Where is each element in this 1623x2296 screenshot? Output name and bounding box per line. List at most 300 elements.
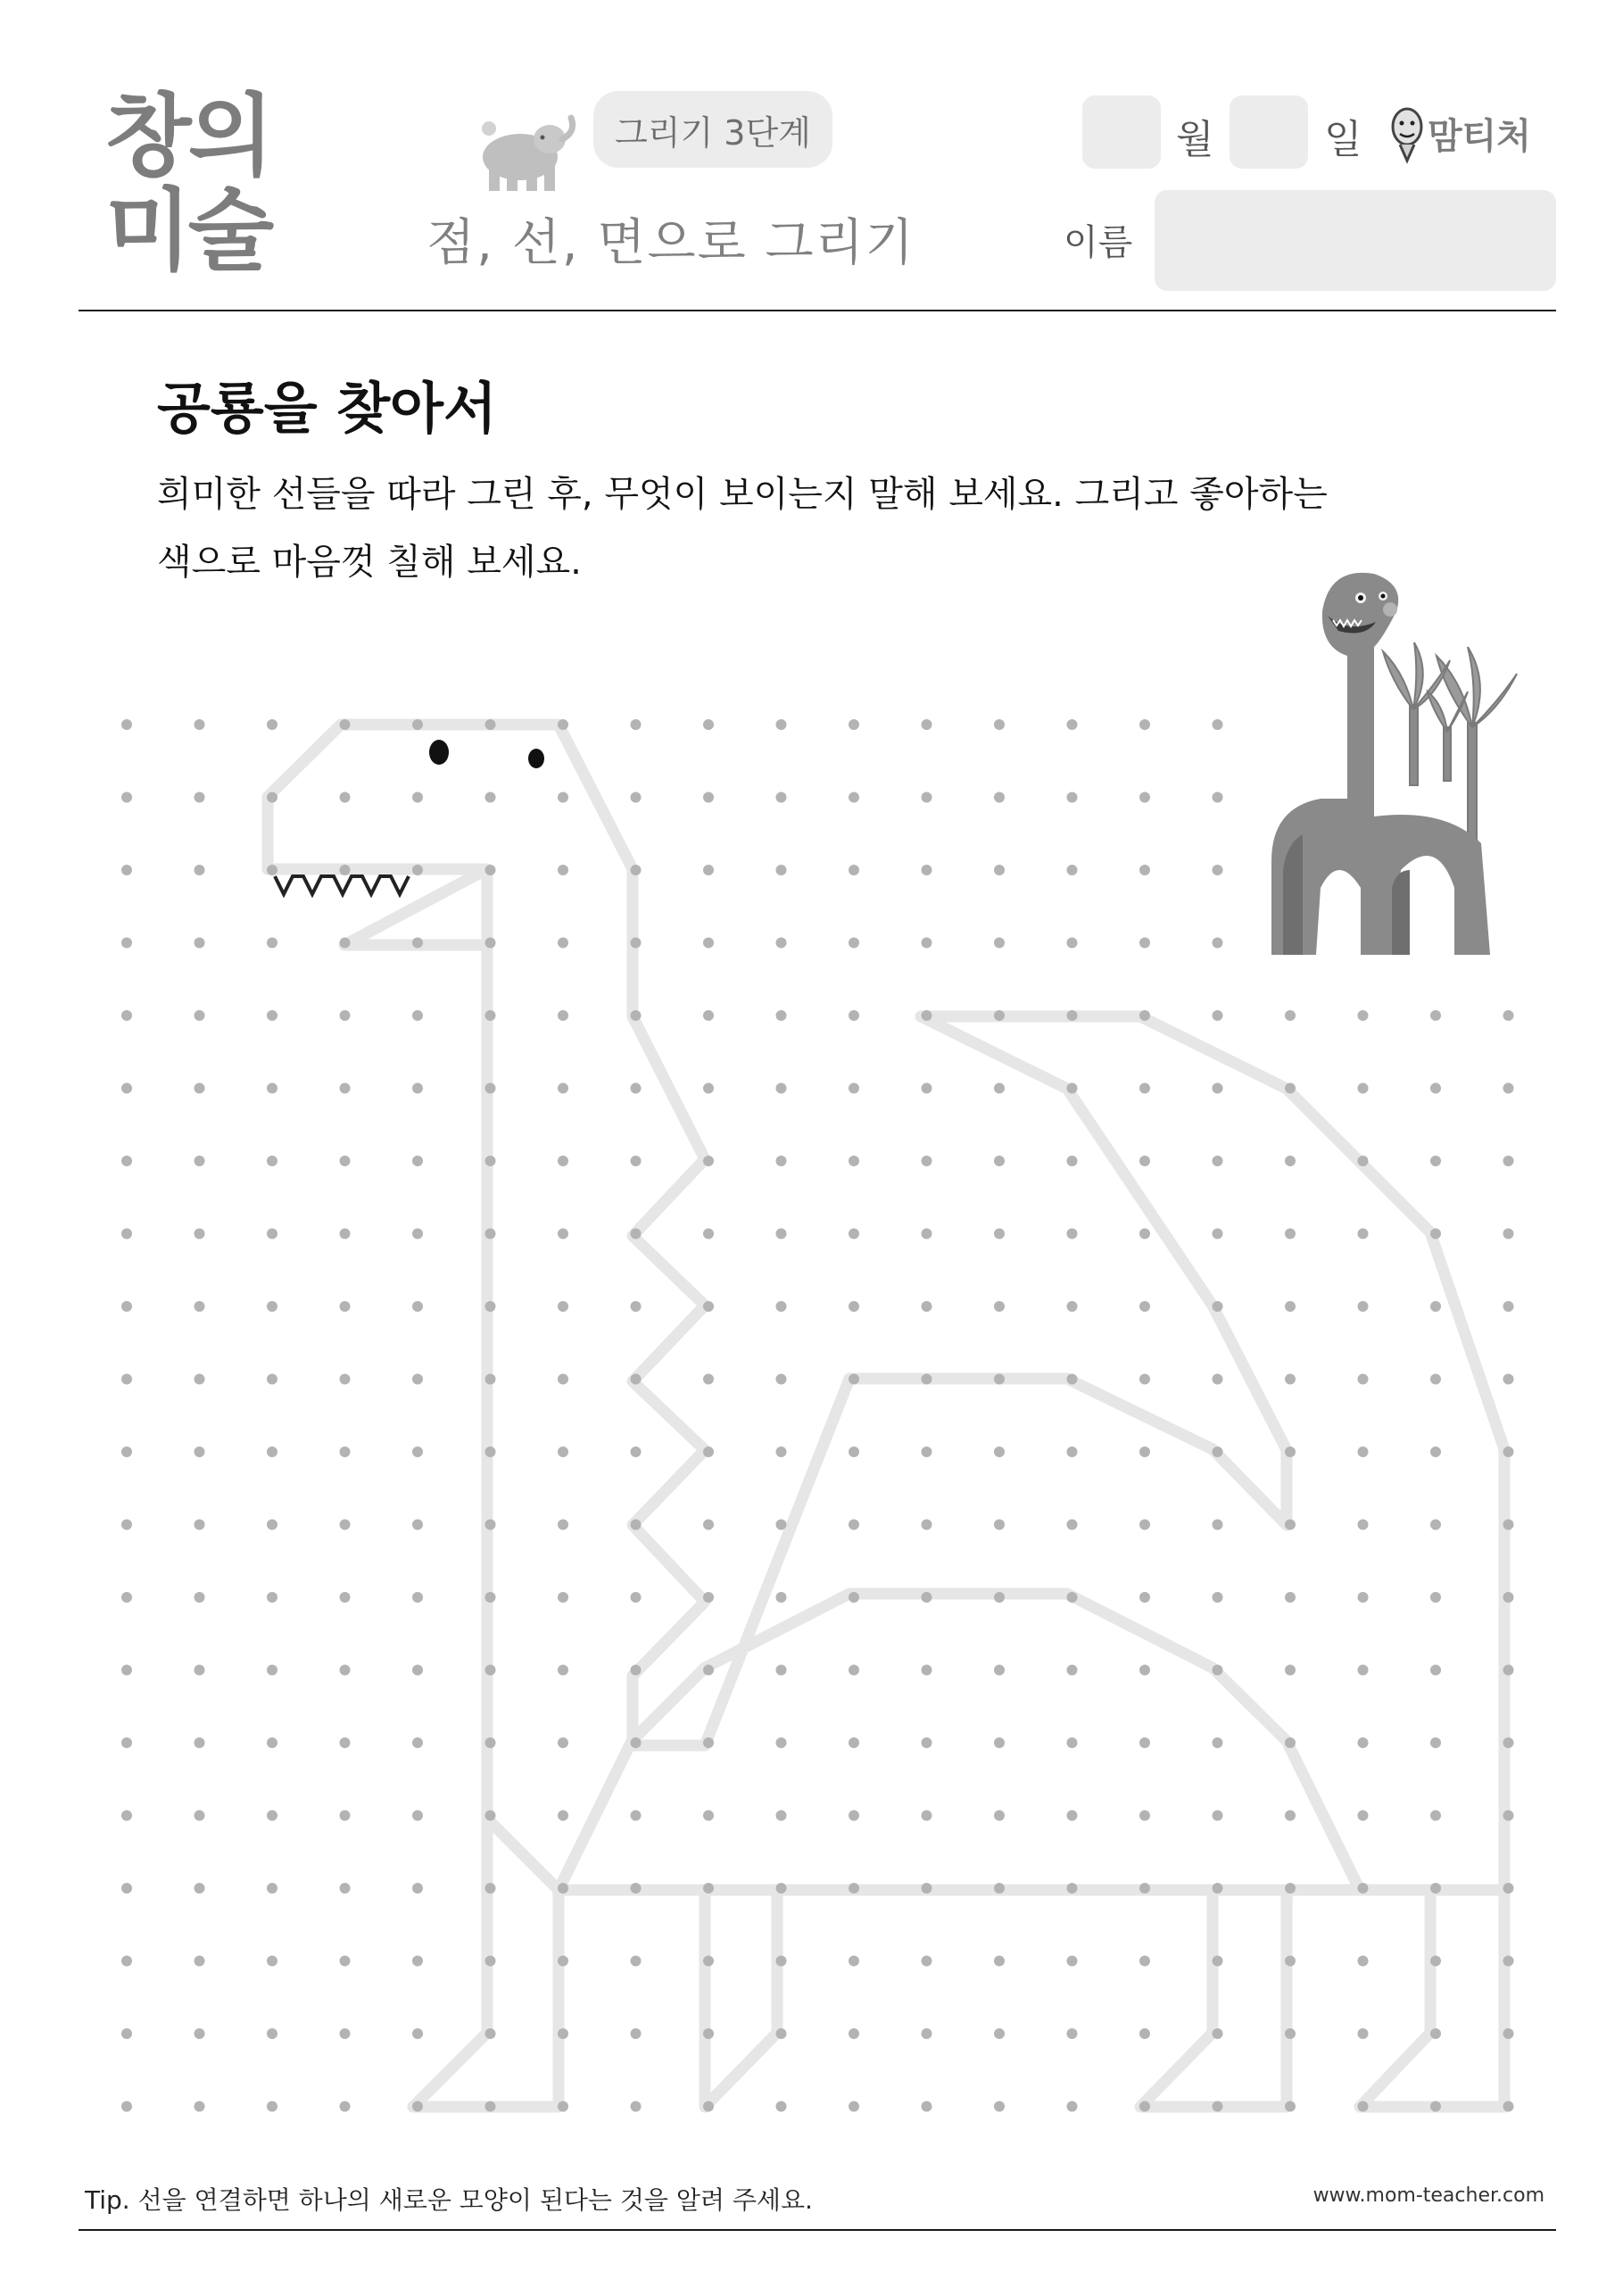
grid-dot[interactable]	[485, 1665, 496, 1676]
grid-dot[interactable]	[1213, 1811, 1223, 1821]
grid-dot[interactable]	[121, 1374, 132, 1385]
grid-dot[interactable]	[412, 2101, 423, 2112]
grid-dot[interactable]	[776, 1010, 787, 1021]
grid-dot[interactable]	[1139, 1665, 1150, 1676]
grid-dot[interactable]	[1067, 719, 1078, 730]
grid-dot[interactable]	[849, 1010, 859, 1021]
grid-dot[interactable]	[1067, 1883, 1078, 1894]
grid-dot[interactable]	[631, 1883, 642, 1894]
grid-dot[interactable]	[1503, 1446, 1514, 1457]
grid-dot[interactable]	[994, 1446, 1005, 1457]
grid-dot[interactable]	[485, 1374, 496, 1385]
grid-dot[interactable]	[994, 2101, 1005, 2112]
grid-dot[interactable]	[1067, 1374, 1078, 1385]
grid-dot[interactable]	[195, 2028, 205, 2039]
grid-dot[interactable]	[340, 1520, 351, 1530]
grid-dot[interactable]	[1430, 1665, 1441, 1676]
grid-dot[interactable]	[195, 1592, 205, 1603]
grid-dot[interactable]	[1067, 792, 1078, 803]
grid-dot[interactable]	[195, 719, 205, 730]
grid-dot[interactable]	[1213, 792, 1223, 803]
grid-dot[interactable]	[1139, 1446, 1150, 1457]
grid-dot[interactable]	[267, 1010, 277, 1021]
grid-dot[interactable]	[121, 792, 132, 803]
grid-dot[interactable]	[1358, 1229, 1369, 1239]
grid-dot[interactable]	[994, 719, 1005, 730]
grid-dot[interactable]	[776, 1446, 787, 1457]
grid-dot[interactable]	[776, 1665, 787, 1676]
grid-dot[interactable]	[1213, 938, 1223, 949]
grid-dot[interactable]	[485, 1520, 496, 1530]
grid-dot[interactable]	[1503, 1229, 1514, 1239]
grid-dot[interactable]	[776, 1811, 787, 1821]
grid-dot[interactable]	[195, 938, 205, 949]
grid-dot[interactable]	[776, 938, 787, 949]
grid-dot[interactable]	[485, 1446, 496, 1457]
grid-dot[interactable]	[1430, 2101, 1441, 2112]
grid-dot[interactable]	[922, 1229, 932, 1239]
grid-dot[interactable]	[1139, 1301, 1150, 1312]
grid-dot[interactable]	[267, 1956, 277, 1967]
grid-dot[interactable]	[1285, 1592, 1296, 1603]
footer-website[interactable]: www.mom-teacher.com	[1312, 2184, 1544, 2207]
grid-dot[interactable]	[776, 1156, 787, 1166]
grid-dot[interactable]	[849, 1520, 859, 1530]
grid-dot[interactable]	[1430, 1010, 1441, 1021]
grid-dot[interactable]	[267, 1737, 277, 1748]
grid-dot[interactable]	[1430, 1520, 1441, 1530]
grid-dot[interactable]	[485, 1956, 496, 1967]
grid-dot[interactable]	[631, 1374, 642, 1385]
grid-dot[interactable]	[412, 1374, 423, 1385]
grid-dot[interactable]	[412, 1883, 423, 1894]
grid-dot[interactable]	[1285, 1956, 1296, 1967]
grid-dot[interactable]	[1139, 1229, 1150, 1239]
grid-dot[interactable]	[121, 1156, 132, 1166]
grid-dot[interactable]	[631, 1301, 642, 1312]
grid-dot[interactable]	[1213, 1374, 1223, 1385]
grid-dot[interactable]	[485, 1156, 496, 1166]
grid-dot[interactable]	[340, 792, 351, 803]
grid-dot[interactable]	[121, 1883, 132, 1894]
grid-dot[interactable]	[1139, 2028, 1150, 2039]
grid-dot[interactable]	[776, 792, 787, 803]
grid-dot[interactable]	[1139, 1737, 1150, 1748]
grid-dot[interactable]	[267, 1446, 277, 1457]
grid-dot[interactable]	[558, 792, 568, 803]
grid-dot[interactable]	[485, 1083, 496, 1094]
grid-dot[interactable]	[558, 1446, 568, 1457]
grid-dot[interactable]	[340, 1229, 351, 1239]
grid-dot[interactable]	[703, 1229, 714, 1239]
grid-dot[interactable]	[267, 1665, 277, 1676]
grid-dot[interactable]	[1430, 1592, 1441, 1603]
grid-dot[interactable]	[776, 1592, 787, 1603]
grid-dot[interactable]	[1067, 1592, 1078, 1603]
grid-dot[interactable]	[922, 1811, 932, 1821]
grid-dot[interactable]	[1358, 1083, 1369, 1094]
grid-dot[interactable]	[195, 1301, 205, 1312]
grid-dot[interactable]	[195, 1229, 205, 1239]
grid-dot[interactable]	[1358, 1811, 1369, 1821]
grid-dot[interactable]	[1430, 1156, 1441, 1166]
grid-dot[interactable]	[776, 1083, 787, 1094]
grid-dot[interactable]	[485, 792, 496, 803]
grid-dot[interactable]	[1213, 865, 1223, 875]
grid-dot[interactable]	[1285, 1374, 1296, 1385]
grid-dot[interactable]	[340, 1737, 351, 1748]
grid-dot[interactable]	[994, 1520, 1005, 1530]
grid-dot[interactable]	[195, 1665, 205, 1676]
grid-dot[interactable]	[1139, 1010, 1150, 1021]
grid-dot[interactable]	[1213, 1737, 1223, 1748]
grid-dot[interactable]	[340, 2028, 351, 2039]
grid-dot[interactable]	[703, 1592, 714, 1603]
grid-dot[interactable]	[1430, 1811, 1441, 1821]
grid-dot[interactable]	[994, 938, 1005, 949]
grid-dot[interactable]	[849, 2101, 859, 2112]
grid-dot[interactable]	[849, 1737, 859, 1748]
grid-dot[interactable]	[1358, 1520, 1369, 1530]
grid-dot[interactable]	[412, 865, 423, 875]
grid-dot[interactable]	[1503, 1811, 1514, 1821]
grid-dot[interactable]	[485, 1737, 496, 1748]
grid-dot[interactable]	[1430, 1083, 1441, 1094]
grid-dot[interactable]	[340, 1665, 351, 1676]
grid-dot[interactable]	[703, 2028, 714, 2039]
grid-dot[interactable]	[121, 1083, 132, 1094]
grid-dot[interactable]	[267, 938, 277, 949]
grid-dot[interactable]	[776, 1520, 787, 1530]
grid-dot[interactable]	[485, 1592, 496, 1603]
grid-dot[interactable]	[994, 2028, 1005, 2039]
grid-dot[interactable]	[1067, 1520, 1078, 1530]
grid-dot[interactable]	[776, 1737, 787, 1748]
grid-dot[interactable]	[922, 938, 932, 949]
grid-dot[interactable]	[703, 1811, 714, 1821]
grid-dot[interactable]	[558, 938, 568, 949]
grid-dot[interactable]	[1067, 1737, 1078, 1748]
grid-dot[interactable]	[340, 1883, 351, 1894]
grid-dot[interactable]	[1358, 1592, 1369, 1603]
grid-dot[interactable]	[849, 1883, 859, 1894]
grid-dot[interactable]	[776, 1883, 787, 1894]
grid-dot[interactable]	[340, 1446, 351, 1457]
grid-dot[interactable]	[340, 2101, 351, 2112]
grid-dot[interactable]	[1358, 1883, 1369, 1894]
grid-dot[interactable]	[1213, 1083, 1223, 1094]
grid-dot[interactable]	[412, 2028, 423, 2039]
grid-dot[interactable]	[703, 865, 714, 875]
grid-dot[interactable]	[1503, 2101, 1514, 2112]
grid-dot[interactable]	[1067, 1665, 1078, 1676]
grid-dot[interactable]	[558, 1665, 568, 1676]
grid-dot[interactable]	[703, 1665, 714, 1676]
grid-dot[interactable]	[922, 1883, 932, 1894]
grid-dot[interactable]	[994, 865, 1005, 875]
grid-dot[interactable]	[1503, 1010, 1514, 1021]
grid-dot[interactable]	[195, 1374, 205, 1385]
grid-dot[interactable]	[558, 1301, 568, 1312]
grid-dot[interactable]	[267, 1592, 277, 1603]
grid-dot[interactable]	[485, 1301, 496, 1312]
grid-dot[interactable]	[631, 1010, 642, 1021]
grid-dot[interactable]	[1430, 1446, 1441, 1457]
grid-dot[interactable]	[849, 1156, 859, 1166]
grid-dot[interactable]	[1139, 938, 1150, 949]
grid-dot[interactable]	[1067, 1956, 1078, 1967]
grid-dot[interactable]	[994, 1229, 1005, 1239]
grid-dot[interactable]	[121, 1737, 132, 1748]
grid-dot[interactable]	[1503, 1520, 1514, 1530]
grid-dot[interactable]	[558, 1156, 568, 1166]
grid-dot[interactable]	[994, 1083, 1005, 1094]
grid-dot[interactable]	[922, 719, 932, 730]
grid-dot[interactable]	[1503, 1592, 1514, 1603]
grid-dot[interactable]	[267, 1374, 277, 1385]
grid-dot[interactable]	[1503, 1301, 1514, 1312]
grid-dot[interactable]	[1213, 1301, 1223, 1312]
grid-dot[interactable]	[922, 1083, 932, 1094]
grid-dot[interactable]	[1358, 1956, 1369, 1967]
grid-dot[interactable]	[1213, 1956, 1223, 1967]
grid-dot[interactable]	[1213, 1883, 1223, 1894]
grid-dot[interactable]	[412, 1156, 423, 1166]
grid-dot[interactable]	[1285, 2028, 1296, 2039]
grid-dot[interactable]	[1139, 2101, 1150, 2112]
grid-dot[interactable]	[849, 1446, 859, 1457]
grid-dot[interactable]	[994, 1374, 1005, 1385]
grid-dot[interactable]	[195, 865, 205, 875]
grid-dot[interactable]	[340, 1156, 351, 1166]
grid-dot[interactable]	[776, 1301, 787, 1312]
grid-dot[interactable]	[994, 1811, 1005, 1821]
grid-dot[interactable]	[195, 1083, 205, 1094]
grid-dot[interactable]	[558, 1811, 568, 1821]
grid-dot[interactable]	[340, 1010, 351, 1021]
grid-dot[interactable]	[849, 938, 859, 949]
grid-dot[interactable]	[412, 1446, 423, 1457]
grid-dot[interactable]	[485, 865, 496, 875]
grid-dot[interactable]	[340, 1956, 351, 1967]
grid-dot[interactable]	[121, 1446, 132, 1457]
grid-dot[interactable]	[631, 1665, 642, 1676]
grid-dot[interactable]	[412, 792, 423, 803]
grid-dot[interactable]	[485, 2028, 496, 2039]
grid-dot[interactable]	[558, 1374, 568, 1385]
grid-dot[interactable]	[121, 1592, 132, 1603]
grid-dot[interactable]	[631, 1811, 642, 1821]
grid-dot[interactable]	[994, 1156, 1005, 1166]
grid-dot[interactable]	[776, 1229, 787, 1239]
grid-dot[interactable]	[121, 1010, 132, 1021]
grid-dot[interactable]	[922, 1010, 932, 1021]
grid-dot[interactable]	[776, 1374, 787, 1385]
grid-dot[interactable]	[485, 938, 496, 949]
grid-dot[interactable]	[631, 1446, 642, 1457]
grid-dot[interactable]	[703, 792, 714, 803]
grid-dot[interactable]	[267, 1156, 277, 1166]
grid-dot[interactable]	[340, 1592, 351, 1603]
grid-dot[interactable]	[703, 719, 714, 730]
grid-dot[interactable]	[1067, 1811, 1078, 1821]
grid-dot[interactable]	[1213, 1520, 1223, 1530]
grid-dot[interactable]	[412, 1010, 423, 1021]
grid-dot[interactable]	[267, 2101, 277, 2112]
grid-dot[interactable]	[558, 1883, 568, 1894]
grid-dot[interactable]	[1139, 1592, 1150, 1603]
grid-dot[interactable]	[631, 938, 642, 949]
grid-dot[interactable]	[1285, 1665, 1296, 1676]
grid-dot[interactable]	[1285, 2101, 1296, 2112]
grid-dot[interactable]	[631, 865, 642, 875]
grid-dot[interactable]	[703, 1083, 714, 1094]
grid-dot[interactable]	[412, 719, 423, 730]
grid-dot[interactable]	[922, 1301, 932, 1312]
grid-dot[interactable]	[703, 1956, 714, 1967]
grid-dot[interactable]	[121, 2028, 132, 2039]
grid-dot[interactable]	[1358, 1301, 1369, 1312]
grid-dot[interactable]	[922, 1737, 932, 1748]
grid-dot[interactable]	[1139, 1811, 1150, 1821]
grid-dot[interactable]	[1430, 2028, 1441, 2039]
grid-dot[interactable]	[849, 1665, 859, 1676]
grid-dot[interactable]	[485, 1883, 496, 1894]
grid-dot[interactable]	[922, 1156, 932, 1166]
grid-dot[interactable]	[121, 938, 132, 949]
grid-dot[interactable]	[1139, 865, 1150, 875]
grid-dot[interactable]	[922, 865, 932, 875]
grid-dot[interactable]	[1067, 2028, 1078, 2039]
grid-dot[interactable]	[922, 1446, 932, 1457]
grid-dot[interactable]	[922, 1665, 932, 1676]
grid-dot[interactable]	[1285, 1229, 1296, 1239]
grid-dot[interactable]	[195, 1446, 205, 1457]
grid-dot[interactable]	[1285, 1083, 1296, 1094]
grid-dot[interactable]	[1067, 1229, 1078, 1239]
grid-dot[interactable]	[1213, 2101, 1223, 2112]
grid-dot[interactable]	[631, 2101, 642, 2112]
grid-dot[interactable]	[1285, 1010, 1296, 1021]
grid-dot[interactable]	[412, 1592, 423, 1603]
grid-dot[interactable]	[1067, 1301, 1078, 1312]
grid-dot[interactable]	[412, 1229, 423, 1239]
grid-dot[interactable]	[631, 1737, 642, 1748]
grid-dot[interactable]	[485, 719, 496, 730]
grid-dot[interactable]	[340, 1301, 351, 1312]
grid-dot[interactable]	[340, 1083, 351, 1094]
grid-dot[interactable]	[558, 1592, 568, 1603]
grid-dot[interactable]	[776, 719, 787, 730]
grid-dot[interactable]	[558, 1737, 568, 1748]
grid-dot[interactable]	[558, 2028, 568, 2039]
grid-dot[interactable]	[558, 2101, 568, 2112]
grid-dot[interactable]	[849, 865, 859, 875]
grid-dot[interactable]	[703, 1374, 714, 1385]
grid-dot[interactable]	[558, 1520, 568, 1530]
grid-dot[interactable]	[994, 1737, 1005, 1748]
grid-dot[interactable]	[1285, 1737, 1296, 1748]
grid-dot[interactable]	[776, 2101, 787, 2112]
grid-dot[interactable]	[412, 1301, 423, 1312]
grid-dot[interactable]	[922, 1956, 932, 1967]
grid-dot[interactable]	[703, 1520, 714, 1530]
grid-dot[interactable]	[631, 1083, 642, 1094]
grid-dot[interactable]	[1285, 1446, 1296, 1457]
grid-dot[interactable]	[1213, 1010, 1223, 1021]
grid-dot[interactable]	[849, 1811, 859, 1821]
grid-dot[interactable]	[631, 1156, 642, 1166]
grid-dot[interactable]	[267, 1883, 277, 1894]
grid-dot[interactable]	[412, 1956, 423, 1967]
grid-dot[interactable]	[703, 1737, 714, 1748]
grid-dot[interactable]	[267, 1229, 277, 1239]
grid-dot[interactable]	[1358, 1446, 1369, 1457]
grid-dot[interactable]	[558, 1083, 568, 1094]
grid-dot[interactable]	[558, 1229, 568, 1239]
grid-dot[interactable]	[1139, 1883, 1150, 1894]
grid-dot[interactable]	[1430, 1229, 1441, 1239]
grid-dot[interactable]	[195, 1956, 205, 1967]
grid-dot[interactable]	[1067, 1156, 1078, 1166]
grid-dot[interactable]	[485, 1811, 496, 1821]
grid-dot[interactable]	[1067, 865, 1078, 875]
grid-dot[interactable]	[1213, 1446, 1223, 1457]
grid-dot[interactable]	[412, 938, 423, 949]
grid-dot[interactable]	[1139, 1956, 1150, 1967]
grid-dot[interactable]	[340, 1811, 351, 1821]
grid-dot[interactable]	[558, 719, 568, 730]
grid-dot[interactable]	[922, 792, 932, 803]
grid-dot[interactable]	[1139, 792, 1150, 803]
grid-dot[interactable]	[1213, 1665, 1223, 1676]
grid-dot[interactable]	[412, 1811, 423, 1821]
grid-dot[interactable]	[340, 865, 351, 875]
grid-dot[interactable]	[703, 1010, 714, 1021]
grid-dot[interactable]	[1213, 1229, 1223, 1239]
grid-dot[interactable]	[1503, 1737, 1514, 1748]
grid-dot[interactable]	[121, 1520, 132, 1530]
grid-dot[interactable]	[1503, 1956, 1514, 1967]
grid-dot[interactable]	[776, 865, 787, 875]
grid-dot[interactable]	[631, 2028, 642, 2039]
grid-dot[interactable]	[994, 1883, 1005, 1894]
grid-dot[interactable]	[121, 1665, 132, 1676]
grid-dot[interactable]	[1503, 1883, 1514, 1894]
grid-dot[interactable]	[1503, 1374, 1514, 1385]
grid-dot[interactable]	[412, 1737, 423, 1748]
grid-dot[interactable]	[195, 1156, 205, 1166]
grid-dot[interactable]	[1358, 2101, 1369, 2112]
grid-dot[interactable]	[121, 2101, 132, 2112]
grid-dot[interactable]	[631, 1956, 642, 1967]
grid-dot[interactable]	[1285, 1811, 1296, 1821]
grid-dot[interactable]	[776, 1956, 787, 1967]
grid-dot[interactable]	[1285, 1883, 1296, 1894]
grid-dot[interactable]	[1213, 719, 1223, 730]
grid-dot[interactable]	[1213, 1156, 1223, 1166]
grid-dot[interactable]	[922, 1520, 932, 1530]
grid-dot[interactable]	[994, 1665, 1005, 1676]
grid-dot[interactable]	[1358, 1737, 1369, 1748]
grid-dot[interactable]	[485, 1229, 496, 1239]
grid-dot[interactable]	[631, 1592, 642, 1603]
grid-dot[interactable]	[849, 1956, 859, 1967]
grid-dot[interactable]	[703, 2101, 714, 2112]
grid-dot[interactable]	[1139, 1520, 1150, 1530]
grid-dot[interactable]	[1430, 1301, 1441, 1312]
grid-dot[interactable]	[1358, 1010, 1369, 1021]
